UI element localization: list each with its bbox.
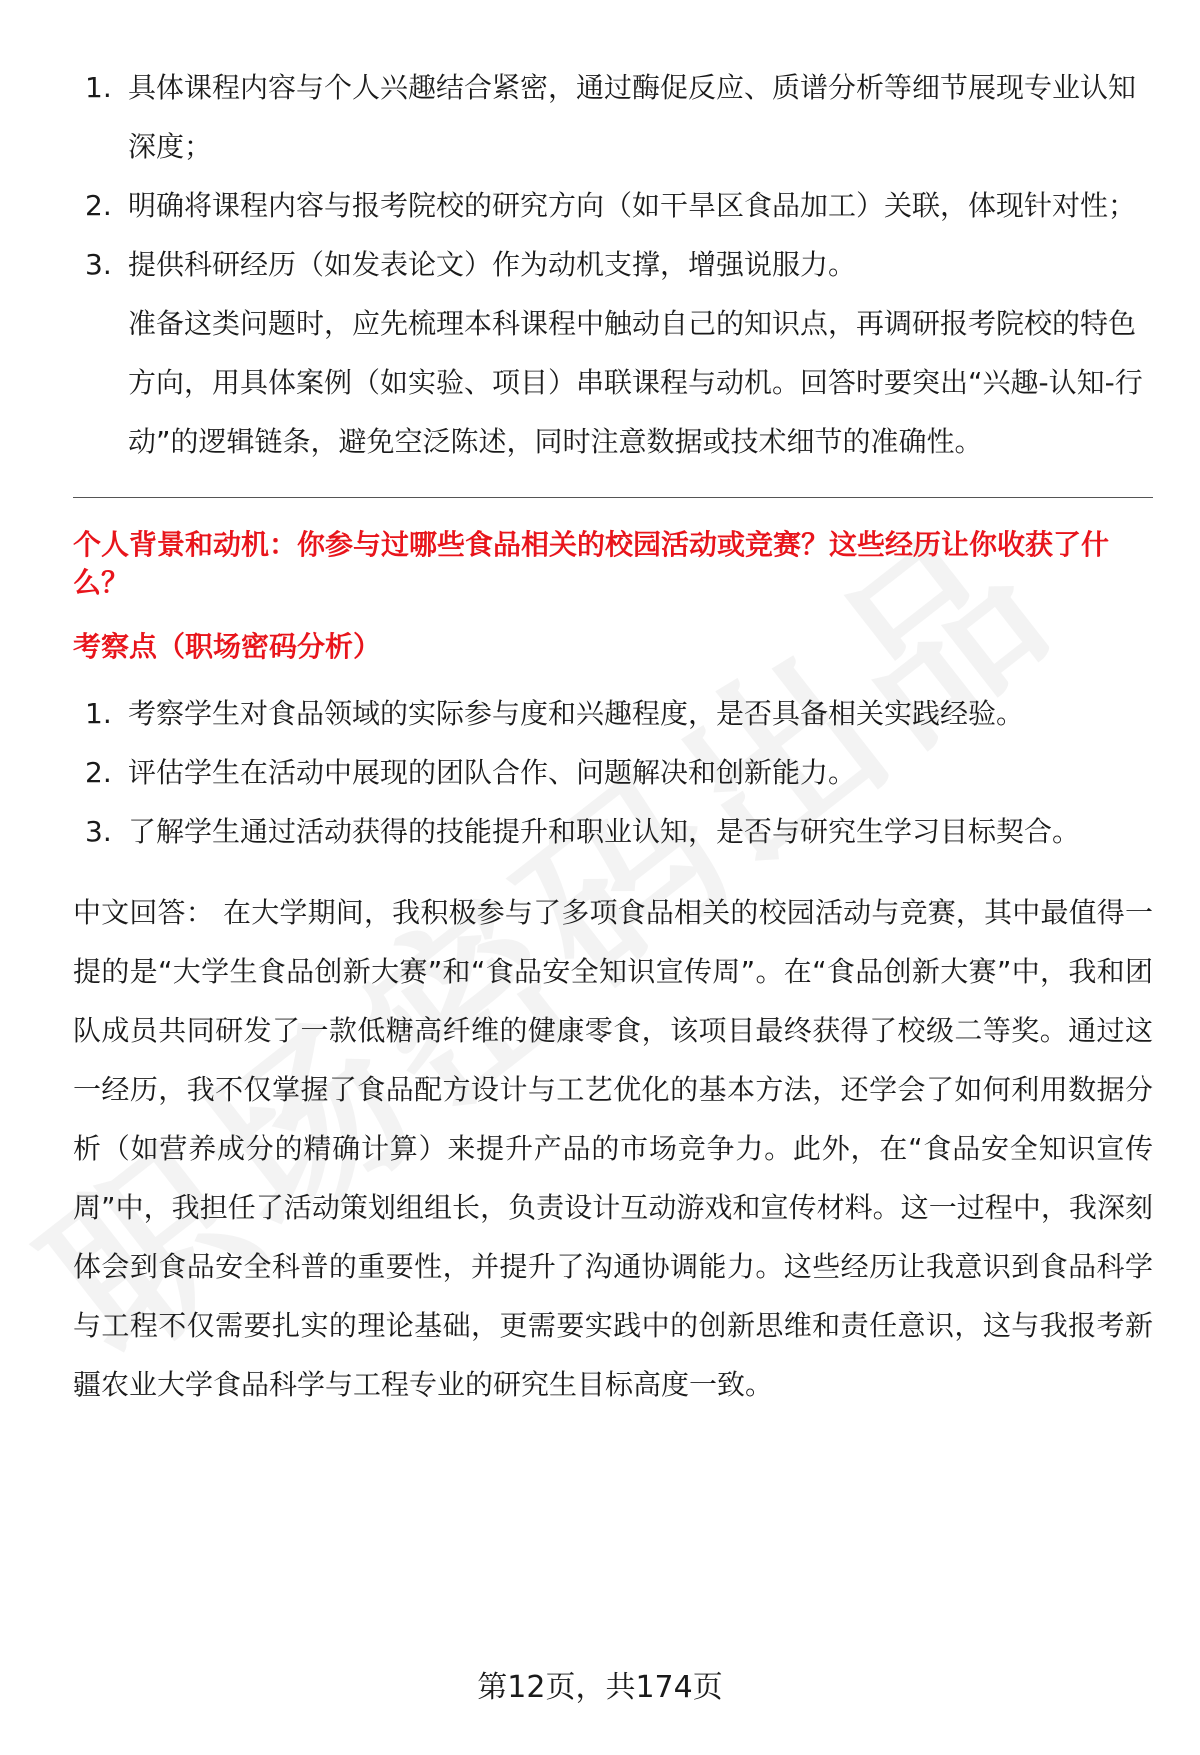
prev-answer-points <box>73 58 1153 294</box>
list-number: 3. <box>85 248 112 281</box>
list-item <box>73 743 1153 802</box>
list-text: 了解学生通过活动获得的技能提升和职业认知，是否与研究生学习目标契合。 <box>128 815 1081 848</box>
list-item <box>73 802 1153 861</box>
list-text: 具体课程内容与个人兴趣结合紧密，通过酶促反应、质谱分析等细节展现专业认知深度； <box>128 71 1137 163</box>
list-text: 评估学生在活动中展现的团队合作、问题解决和创新能力。 <box>128 756 857 789</box>
section-divider <box>73 497 1153 498</box>
page-number: 第12页，共174页 <box>477 1670 723 1705</box>
list-number: 2. <box>85 189 112 222</box>
list-text: 提供科研经历（如发表论文）作为动机支撑，增强说服力。 <box>128 248 857 281</box>
list-text: 考察学生对食品领域的实际参与度和兴趣程度，是否具备相关实践经验。 <box>128 697 1025 730</box>
list-item <box>73 684 1153 743</box>
question-heading: 个人背景和动机：你参与过哪些食品相关的校园活动或竞赛？这些经历让你收获了什么？ <box>73 528 1110 599</box>
list-item <box>73 58 1153 176</box>
list-text: 明确将课程内容与报考院校的研究方向（如干旱区食品加工）关联，体现针对性； <box>128 189 1137 222</box>
list-number: 3. <box>85 815 112 848</box>
focus-section-title: 考察点（职场密码分析） <box>73 630 382 663</box>
list-number: 1. <box>85 71 112 104</box>
page-content <box>73 58 1153 1414</box>
list-item <box>73 235 1153 294</box>
list-number: 1. <box>85 697 112 730</box>
preparation-note: 准备这类问题时，应先梳理本科课程中触动自己的知识点，再调研报考院校的特色方向，用具体案例（如实验、项目）串联课程与动机。回答时要突出“兴趣-认知-行动”的逻辑链条，避免空泛陈述，同时注意数据或技术细节的准确性。 <box>128 307 1143 458</box>
chinese-answer: 中文回答： 在大学期间，我积极参与了多项食品相关的校园活动与竞赛，其中最值得一提的是“大学生食品创新大赛”和“食品安全知识宣传周”。在“食品创新大赛”中，我和团队成员共同研发了一款低糖高纤维的健康零食，该项目最终获得了校级二等奖。通过这一经历，我不仅掌握了食品配方设计与工艺优化的基本方法，还学会了如何利用数据分析（如营养成分的精确计算）来提升产品的市场竞争力。此外，在“食品安全知识宣传周”中，我担任了活动策划组组长，负责设计互动游戏和宣传材料。这一过程中，我深刻体会到食品安全科普的重要性，并提升了沟通协调能力。这些经历让我意识到食品科学与工程不仅需要扎实的理论基础，更需要实践中的创新思维和责任意识，这与我报考新疆农业大学食品科学与工程专业的研究生目标高度一致。 <box>73 896 1153 1401</box>
list-item <box>73 176 1153 235</box>
focus-points <box>73 684 1153 861</box>
list-number: 2. <box>85 756 112 789</box>
